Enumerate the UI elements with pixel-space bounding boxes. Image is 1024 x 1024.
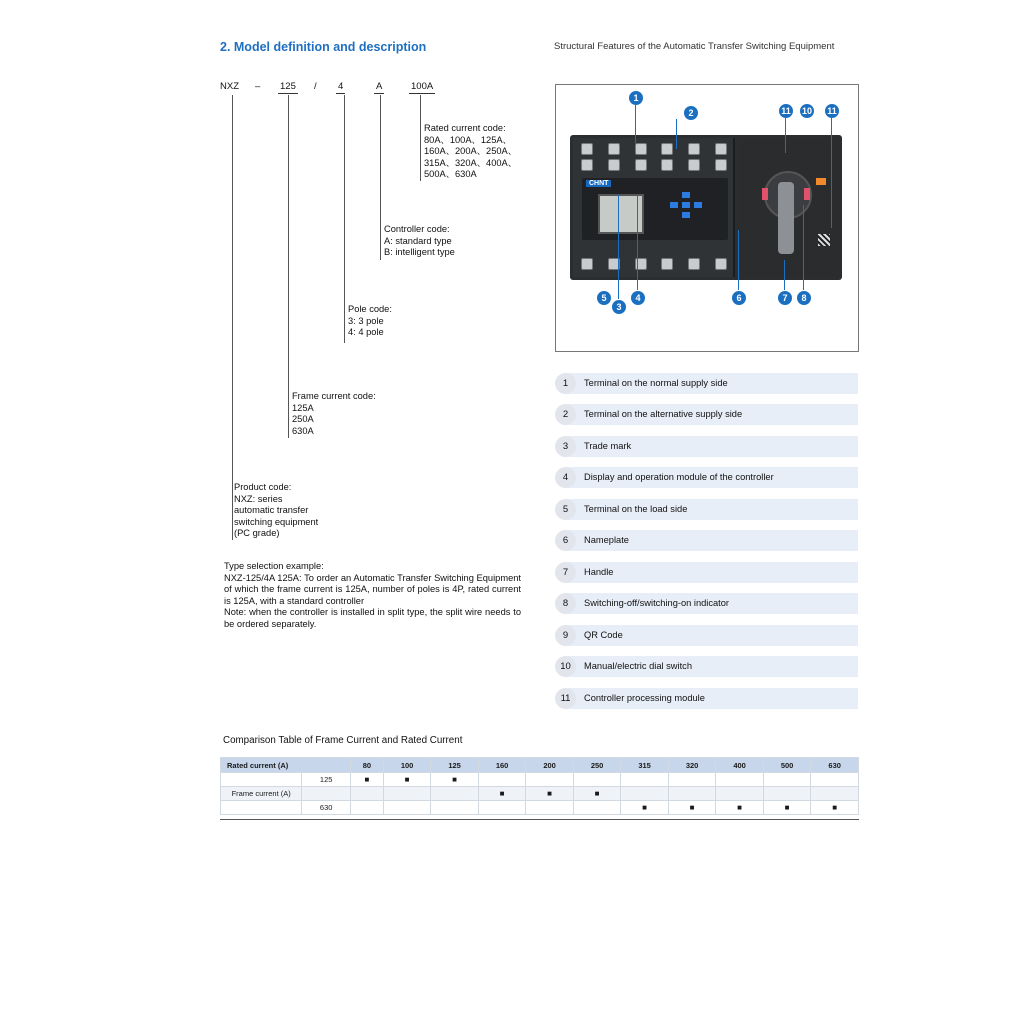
- controller-code-line: B: intelligent type: [384, 247, 455, 258]
- product-code-line: (PC grade): [234, 528, 280, 539]
- legend-text: Terminal on the load side: [584, 504, 688, 514]
- table-column-header: 250: [573, 758, 621, 773]
- key-center-icon: [682, 202, 690, 208]
- callout-leader: [784, 260, 785, 290]
- callout-leader: [738, 230, 739, 290]
- terminal-icon: [688, 159, 700, 171]
- key-right-icon: [694, 202, 702, 208]
- terminal-icon: [635, 143, 647, 155]
- table-column-header: 320: [668, 758, 716, 773]
- table-cell: [351, 787, 384, 801]
- table-column-header: 630: [811, 758, 859, 773]
- table-mark-icon: ■: [452, 775, 458, 784]
- legend-item: [555, 530, 858, 551]
- table-header-row: [221, 758, 859, 773]
- pole-code-line: 3: 3 pole: [348, 315, 384, 326]
- code-poles: 4: [338, 81, 344, 92]
- table-cell: [716, 787, 764, 801]
- rated-current-line: 80A、100A、125A、: [424, 134, 512, 145]
- table-cell: [383, 801, 431, 815]
- table-cell: [763, 787, 811, 801]
- controller-code-line: A: standard type: [384, 235, 452, 246]
- legend-text: Controller processing module: [584, 693, 705, 703]
- key-up-icon: [682, 192, 690, 198]
- terminal-icon: [581, 143, 593, 155]
- table-cell: [478, 801, 526, 815]
- legend-text: Handle: [584, 567, 614, 577]
- terminal-icon: [715, 258, 727, 270]
- legend-item: [555, 656, 858, 677]
- rated-current-line: 500A、630A: [424, 169, 477, 180]
- transfer-switch-device: [570, 135, 842, 280]
- table-cell: [526, 801, 574, 815]
- legend-text: Display and operation module of the controller: [584, 472, 774, 482]
- table-mark-icon: ■: [832, 803, 838, 812]
- qr-code-icon: [818, 234, 830, 246]
- table-cell: [431, 801, 479, 815]
- table-cell: [431, 787, 479, 801]
- device-switch-section: [573, 138, 735, 277]
- guide-line-frame: [288, 95, 289, 438]
- legend-number: 7: [555, 562, 576, 583]
- key-left-icon: [670, 202, 678, 208]
- callout-badge: 5: [596, 290, 612, 306]
- legend-item: [555, 593, 858, 614]
- terminal-icon: [715, 143, 727, 155]
- legend-item: [555, 499, 858, 520]
- type-selection-example: [224, 561, 521, 631]
- legend-number: 6: [555, 530, 576, 551]
- terminal-icon: [608, 143, 620, 155]
- callout-badge: 6: [731, 290, 747, 306]
- table-mark-icon: ■: [364, 775, 370, 784]
- legend-number: 10: [555, 656, 576, 677]
- table-mark-icon: ■: [594, 789, 600, 798]
- brand-logo: CHNT: [586, 180, 611, 187]
- comparison-table: [220, 757, 859, 815]
- legend-number: 3: [555, 436, 576, 457]
- legend-number: 11: [555, 688, 576, 709]
- table-mark-icon: ■: [737, 803, 743, 812]
- legend-number: 9: [555, 625, 576, 646]
- legend-number: 1: [555, 373, 576, 394]
- table-cell: [573, 801, 621, 815]
- table-cell: [478, 773, 526, 787]
- product-code-line: NXZ: series: [234, 493, 283, 504]
- product-code-desc: [231, 482, 318, 540]
- table-column-header: 315: [621, 758, 669, 773]
- table-cell: [763, 773, 811, 787]
- pole-code-title: Pole code:: [348, 304, 392, 314]
- example-body: NXZ-125/4A 125A: To order an Automatic Transfer Switching Equipment of which the frame current is 125A, number of poles is 4P, rated current is 125A, with a standard controller: [224, 572, 521, 606]
- terminal-row-normal: [581, 143, 727, 157]
- table-cell: [351, 801, 384, 815]
- code-controller: A: [376, 81, 383, 92]
- table-column-header: 80: [351, 758, 384, 773]
- table-column-header: 160: [478, 758, 526, 773]
- callout-leader: [635, 105, 636, 143]
- code-rated: 100A: [411, 81, 434, 92]
- callout-badge: 8: [796, 290, 812, 306]
- table-cell: [668, 773, 716, 787]
- table-column-header: 100: [383, 758, 431, 773]
- table-mark-icon: ■: [404, 775, 410, 784]
- legend-text: Terminal on the alternative supply side: [584, 409, 743, 419]
- table-cell: [526, 773, 574, 787]
- legend-item: [555, 373, 858, 394]
- product-code-line: automatic transfer: [234, 505, 309, 516]
- table-cell: [351, 773, 384, 787]
- table-title: Comparison Table of Frame Current and Rated Current: [223, 735, 463, 746]
- pole-code-line: 4: 4 pole: [348, 327, 384, 338]
- rated-current-line: 315A、320A、400A、: [424, 157, 518, 168]
- table-column-header: 200: [526, 758, 574, 773]
- terminal-icon: [661, 159, 673, 171]
- product-code-line: switching equipment: [234, 516, 319, 527]
- table-row: [221, 787, 859, 801]
- table-cell: [431, 773, 479, 787]
- keypad: [668, 192, 704, 228]
- table-cell: [811, 787, 859, 801]
- legend-item: [555, 467, 858, 488]
- table-column-header: 125: [431, 758, 479, 773]
- table-cell: [621, 787, 669, 801]
- legend-number: 4: [555, 467, 576, 488]
- frame-code-line: 125A: [292, 402, 314, 413]
- terminal-icon: [688, 258, 700, 270]
- handle-icon: [778, 182, 794, 254]
- terminal-icon: [715, 159, 727, 171]
- callout-leader: [785, 118, 786, 153]
- table-row: [221, 801, 859, 815]
- product-code-title: Product code:: [234, 482, 292, 492]
- frame-code-line: 250A: [292, 414, 314, 425]
- rated-current-line: 160A、200A、250A、: [424, 146, 518, 157]
- code-dash: –: [255, 81, 261, 92]
- table-mark-icon: ■: [784, 803, 790, 812]
- table-cell: [763, 801, 811, 815]
- table-mark-icon: ■: [642, 803, 648, 812]
- table-cell: [383, 773, 431, 787]
- table-cell: [621, 773, 669, 787]
- frame-code-desc: [289, 391, 376, 437]
- controller-code-title: Controller code:: [384, 224, 450, 234]
- indicator-icon: [762, 188, 768, 200]
- manual-electric-switch-icon: [816, 178, 826, 185]
- figure-heading: Structural Features of the Automatic Transfer Switching Equipment: [554, 41, 835, 52]
- rated-current-desc: [421, 123, 517, 181]
- table-cell: [716, 773, 764, 787]
- terminal-icon: [581, 258, 593, 270]
- table-cell: [573, 787, 621, 801]
- terminal-icon: [608, 159, 620, 171]
- terminal-icon: [635, 159, 647, 171]
- table-cell: [221, 773, 302, 787]
- table-mark-icon: ■: [547, 789, 553, 798]
- table-frame-cell: 630: [302, 801, 351, 815]
- code-series: NXZ: [220, 81, 239, 92]
- table-header-label: Rated current (A): [221, 758, 351, 773]
- frame-code-title: Frame current code:: [292, 391, 376, 401]
- terminal-row-load: [581, 258, 727, 272]
- callout-badge: 3: [611, 299, 627, 315]
- table-cell: [668, 801, 716, 815]
- rated-current-title: Rated current code:: [424, 123, 506, 133]
- table-column-header: 500: [763, 758, 811, 773]
- legend-item: [555, 404, 858, 425]
- callout-badge: 1: [628, 90, 644, 106]
- legend-number: 2: [555, 404, 576, 425]
- legend-text: Trade mark: [584, 441, 632, 451]
- table-mark-icon: ■: [499, 789, 505, 798]
- callout-leader: [618, 195, 619, 299]
- code-frame: 125: [280, 81, 296, 92]
- table-frame-cell: 125: [302, 773, 351, 787]
- controller-code-desc: [381, 224, 455, 259]
- callout-badge: 7: [777, 290, 793, 306]
- legend-item: [555, 562, 858, 583]
- legend-number: 8: [555, 593, 576, 614]
- table-row-label: Frame current (A): [221, 787, 302, 801]
- key-down-icon: [682, 212, 690, 218]
- legend-text: Manual/electric dial switch: [584, 661, 692, 671]
- table-cell: [811, 801, 859, 815]
- table-cell: [716, 801, 764, 815]
- device-handle-section: [738, 138, 839, 277]
- callout-badge: 11: [778, 103, 794, 119]
- table-cell: [383, 787, 431, 801]
- legend-text: QR Code: [584, 630, 623, 640]
- table-cell: [621, 801, 669, 815]
- terminal-row-alternative: [581, 159, 727, 173]
- code-slash: /: [314, 81, 317, 92]
- example-title: Type selection example:: [224, 561, 324, 571]
- legend-item: [555, 688, 858, 709]
- callout-leader: [676, 119, 677, 149]
- legend-text: Nameplate: [584, 535, 629, 545]
- terminal-icon: [581, 159, 593, 171]
- table-cell: [478, 787, 526, 801]
- table-row: [221, 773, 859, 787]
- legend-text: Switching-off/switching-on indicator: [584, 598, 730, 608]
- callout-badge: 4: [630, 290, 646, 306]
- callout-leader: [637, 195, 638, 290]
- callout-badge: 11: [824, 103, 840, 119]
- example-note: Note: when the controller is installed in split type, the split wire needs to be ordered separately.: [224, 607, 521, 629]
- callout-badge: 10: [799, 103, 815, 119]
- callout-badge: 2: [683, 105, 699, 121]
- legend-item: [555, 436, 858, 457]
- table-frame-cell: [302, 787, 351, 801]
- callout-leader: [831, 118, 832, 228]
- indicator-icon: [804, 188, 810, 200]
- callout-leader: [803, 205, 804, 290]
- pole-code-desc: [345, 304, 392, 339]
- table-cell: [526, 787, 574, 801]
- terminal-icon: [661, 143, 673, 155]
- terminal-icon: [661, 258, 673, 270]
- section-heading: 2. Model definition and description: [220, 40, 427, 54]
- guide-line-series: [232, 95, 233, 540]
- table-bottom-rule: [220, 819, 859, 820]
- legend-item: [555, 625, 858, 646]
- table-cell: [811, 773, 859, 787]
- table-mark-icon: ■: [689, 803, 695, 812]
- frame-code-line: 630A: [292, 425, 314, 436]
- table-column-header: 400: [716, 758, 764, 773]
- legend-number: 5: [555, 499, 576, 520]
- controller-panel: [582, 178, 728, 240]
- legend-text: Terminal on the normal supply side: [584, 378, 728, 388]
- table-cell: [221, 801, 302, 815]
- terminal-icon: [688, 143, 700, 155]
- table-cell: [573, 773, 621, 787]
- table-cell: [668, 787, 716, 801]
- product-photo: [555, 84, 859, 352]
